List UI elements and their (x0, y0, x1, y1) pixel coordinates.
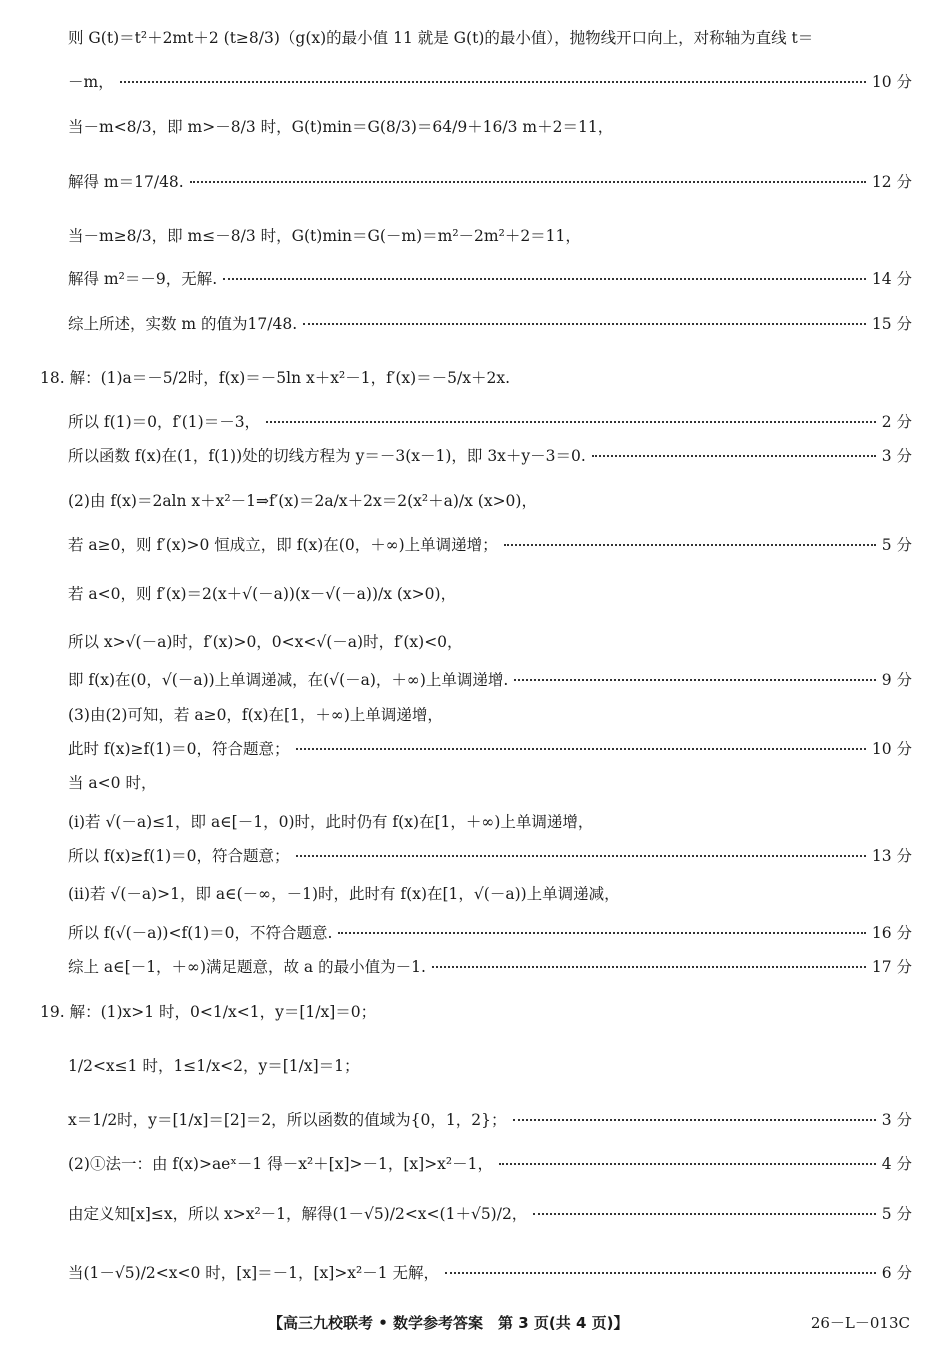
line-text: 1/2<x≤1 时，1≤1/x<2，y＝[1/x]＝1； (68, 1057, 360, 1075)
score-label: 13 分 (871, 847, 912, 865)
solution-line (68, 71, 912, 93)
score-label: 10 分 (871, 73, 912, 91)
score-label: 6 分 (881, 1264, 912, 1282)
leader-dots (266, 421, 876, 423)
solution-line (68, 445, 912, 467)
line-text: 若 a<0，则 f′(x)＝2(x＋√(－a))(x－√(－a))/x (x>0)， (68, 585, 457, 603)
page-footer (0, 1312, 950, 1336)
leader-dots (499, 1163, 876, 1165)
score-label: 17 分 (871, 958, 912, 976)
score-label: 3 分 (881, 1111, 912, 1129)
line-text: 当 a<0 时， (68, 774, 157, 792)
line-text: 18. 解：(1)a＝－5/2时，f(x)＝－5ln x＋x²－1，f′(x)＝－5/x＋2x. (40, 369, 511, 387)
line-text: 19. 解：(1)x>1 时，0<1/x<1，y＝[1/x]＝0； (40, 1003, 377, 1021)
score-label: 5 分 (881, 1205, 912, 1223)
solution-line (68, 845, 912, 867)
line-text: 所以 x>√(－a)时，f′(x)>0，0<x<√(－a)时，f′(x)<0， (68, 633, 463, 651)
line-text: 综上所述，实数 m 的值为17/48. (68, 315, 298, 333)
line-text: －m， (68, 73, 114, 91)
leader-dots (296, 855, 866, 857)
score-label: 15 分 (871, 315, 912, 333)
solution-line (68, 534, 912, 556)
score-label: 12 分 (871, 173, 912, 191)
solution-line (68, 268, 912, 290)
score-label: 4 分 (881, 1155, 912, 1173)
line-text: 若 a≥0，则 f′(x)>0 恒成立，即 f(x)在(0，＋∞)上单调递增； (68, 536, 498, 554)
line-text: 此时 f(x)≥f(1)＝0，符合题意； (68, 740, 290, 758)
solution-line (68, 883, 912, 905)
solution-line (68, 490, 912, 512)
line-text: 所以 f(1)＝0，f′(1)＝－3， (68, 413, 261, 431)
solution-line (68, 772, 912, 794)
score-label: 10 分 (871, 740, 912, 758)
line-text: 当－m≥8/3，即 m≤－8/3 时，G(t)min＝G(－m)＝m²－2m²＋2＝11， (68, 227, 581, 245)
line-text: 当(1－√5)/2<x<0 时，[x]＝－1，[x]>x²－1 无解， (68, 1264, 440, 1282)
solution-line (68, 1203, 912, 1225)
leader-dots (338, 932, 865, 934)
leader-dots (533, 1213, 875, 1215)
solution-line (68, 922, 912, 944)
line-text: (2)由 f(x)＝2aln x＋x²－1⇒f′(x)＝2a/x＋2x＝2(x²＋a)/x (x>0)， (68, 492, 537, 510)
leader-dots (504, 544, 876, 546)
score-label: 14 分 (871, 270, 912, 288)
solution-line (68, 1055, 912, 1077)
solution-line (68, 313, 912, 335)
solution-line (68, 27, 912, 49)
line-text: (ⅱ)若 √(－a)>1，即 a∈(－∞，－1)时，此时有 f(x)在[1，√(－a))上单调递减， (68, 885, 620, 903)
leader-dots (190, 181, 866, 183)
solution-line (68, 811, 912, 833)
line-text: 所以函数 f(x)在(1，f(1))处的切线方程为 y＝－3(x－1)，即 3x＋y－3＝0. (68, 447, 586, 465)
solution-line (68, 631, 912, 653)
leader-dots (592, 455, 876, 457)
line-text: (ⅰ)若 √(－a)≤1，即 a∈[－1，0)时，此时仍有 f(x)在[1，＋∞)上单调递增， (68, 813, 594, 831)
leader-dots (120, 81, 866, 83)
solution-line (68, 116, 912, 138)
line-text: 解得 m²＝－9，无解. (68, 270, 218, 288)
solution-line (68, 583, 912, 605)
footer-title: 【高三九校联考 • 数学参考答案 第 3 页(共 4 页)】 (268, 1314, 629, 1332)
line-text: 即 f(x)在(0，√(－a))上单调递减，在(√(－a)，＋∞)上单调递增. (68, 671, 509, 689)
solution-line (68, 956, 912, 978)
footer-code: 26－L－013C (810, 1314, 910, 1332)
leader-dots (445, 1272, 876, 1274)
solution-line (68, 171, 912, 193)
leader-dots (432, 966, 866, 968)
score-label: 2 分 (881, 413, 912, 431)
solution-line (68, 704, 912, 726)
score-label: 16 分 (871, 924, 912, 942)
leader-dots (303, 323, 866, 325)
solution-line (68, 225, 912, 247)
leader-dots (223, 278, 866, 280)
line-text: (2)①法一：由 f(x)>aeˣ－1 得－x²＋[x]>－1，[x]>x²－1， (68, 1155, 493, 1173)
solution-line (68, 1153, 912, 1175)
solution-line (40, 1001, 912, 1023)
solution-line (68, 738, 912, 760)
score-label: 5 分 (881, 536, 912, 554)
line-text: 所以 f(x)≥f(1)＝0，符合题意； (68, 847, 290, 865)
leader-dots (513, 1119, 876, 1121)
solution-line (68, 411, 912, 433)
line-text: 解得 m＝17/48. (68, 173, 184, 191)
score-label: 3 分 (881, 447, 912, 465)
line-text: 综上 a∈[－1，＋∞)满足题意，故 a 的最小值为－1. (68, 958, 426, 976)
solution-line (68, 1262, 912, 1284)
line-text: 当－m<8/3，即 m>－8/3 时，G(t)min＝G(8/3)＝64/9＋16/3 m＋2＝11， (68, 118, 614, 136)
solution-line (68, 669, 912, 691)
solution-line (40, 367, 912, 389)
leader-dots (514, 679, 875, 681)
leader-dots (296, 748, 866, 750)
line-text: 所以 f(√(－a))<f(1)＝0，不符合题意. (68, 924, 333, 942)
score-label: 9 分 (881, 671, 912, 689)
line-text: (3)由(2)可知，若 a≥0，f(x)在[1，＋∞)上单调递增， (68, 706, 443, 724)
line-text: x＝1/2时，y＝[1/x]＝[2]＝2，所以函数的值域为{0，1，2}； (68, 1111, 507, 1129)
line-text: 则 G(t)＝t²＋2mt＋2 (t≥8/3)（g(x)的最小值 11 就是 G(t)的最小值），抛物线开口向上，对称轴为直线 t＝ (68, 29, 814, 47)
solution-line (68, 1109, 912, 1131)
line-text: 由定义知[x]≤x，所以 x>x²－1，解得(1－√5)/2<x<(1＋√5)/2， (68, 1205, 528, 1223)
